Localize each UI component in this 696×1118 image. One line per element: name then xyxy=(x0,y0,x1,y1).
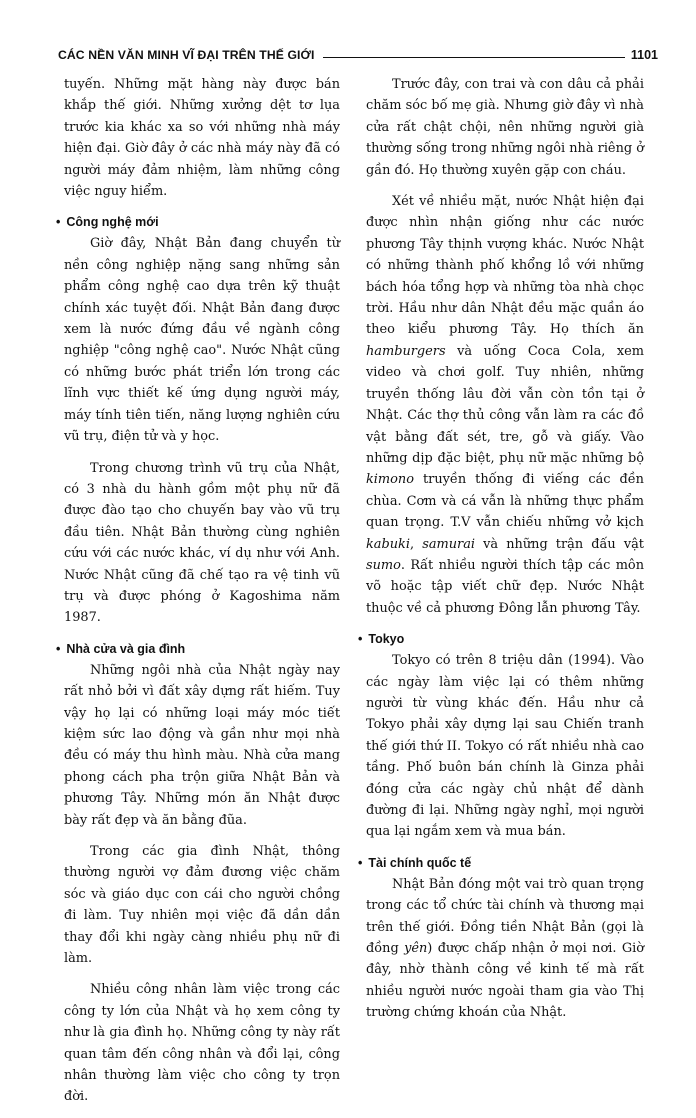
paragraph: Giờ đây, Nhật Bản đang chuyển từ nền công nghiệp nặng sang những sản phẩm công nghệ cao dựa trên kỹ thuật chính xác tuyệt đối. Nhật Bản đang được xem là nước đứng đầu về ngành công nghiệp "công nghệ cao". Nước Nhật cũng có những bước phát triển lớn trong các lĩnh vực thiết kế ứng dụng người máy, máy tính tiên tiến, năng lượng nghiên cứu vũ trụ, điện tử và y học. xyxy=(64,236,340,445)
text-run: Xét về nhiều mặt, nước Nhật hiện đại được nhìn nhận giống như các nước phương Tây thịnh vượng khác. Nước Nhật có những thành phố khổng lồ với những bách hóa tổng hợp và những tòa nhà chọc trời. Hầu như dân Nhật đều mặc quần áo theo kiểu phương Tây. Họ thích ăn xyxy=(366,194,644,338)
paragraph: Trước đây, con trai và con dâu cả phải chăm sóc bố mẹ già. Nhưng giờ đây vì nhà cửa rất chật chội, nên những người già thường sống trong những ngôi nhà riêng ở gần đó. Họ thường xuyên gặp con cháu. xyxy=(366,77,644,178)
text-run: , xyxy=(409,536,415,552)
text-run: . Rất nhiều người thích tập các môn võ hoặc tập viết chữ đẹp. Nước Nhật thuộc về cả phương Đông lẫn phương Tây. xyxy=(366,557,644,616)
paragraph-modern-japan xyxy=(366,191,644,619)
heading-text: Tài chính quốc tế xyxy=(368,855,472,870)
running-header xyxy=(58,40,658,62)
paragraph: Những ngôi nhà của Nhật ngày nay rất nhỏ bởi vì đất xây dựng rất hiếm. Tuy vậy họ lại có những loại máy móc tiết kiệm sức lao động và gần như mọi nhà đều có máy thu hình màu. Nhà cửa mang phong cách pha trộn giữa Nhật Bản và phương Tây. Những món ăn Nhật được bày rất đẹp và ăn bằng đũa. xyxy=(64,662,340,828)
text-run: và uống Coca Cola, xem video và chơi golf. Tuy nhiên, những truyền thống lâu đời vẫn còn tồn tại ở Nhật. Các thợ thủ công vẫn làm ra các đồ vật bằng đất sét, tre, gỗ và giấy. Vào những dịp đặc biệt, phụ nữ mặc những bộ xyxy=(366,343,645,466)
text-run: Nhật Bản đóng một vai trò quan trọng trong các tổ chức tài chính và thương mại trên thế giới. Đồng tiền Nhật Bản (gọi là đồng xyxy=(366,876,644,957)
text-run: ) được chấp nhận ở mọi nơi. Giờ đây, nhờ thành công về kinh tế mà rất nhiều người nước ngoài tham gia vào Thị trường chứng khoán của Nhật. xyxy=(366,941,644,1021)
header-rule xyxy=(323,57,625,58)
page-number: 1101 xyxy=(630,48,658,62)
italic-term: hamburgers xyxy=(366,343,446,359)
heading-tai-chinh-quoc-te xyxy=(358,853,644,873)
bullet-icon: • xyxy=(56,215,61,230)
italic-term: sumo xyxy=(366,557,401,573)
paragraph: Nhiều công nhân làm việc trong các công ty lớn của Nhật và họ xem công ty như là gia đình họ. Những công ty này rất quan tâm đến công nhân và đổi lại, công nhân thường làm việc cho công ty trọn đời. xyxy=(64,982,340,1105)
running-header-title: CÁC NỀN VĂN MINH VĨ ĐẠI TRÊN THẾ GIỚI xyxy=(58,48,315,62)
heading-text: Tokyo xyxy=(368,632,405,647)
italic-term: kabuki xyxy=(366,536,410,552)
bullet-icon: • xyxy=(358,632,363,647)
text-run: và những trận đấu vật xyxy=(483,536,644,552)
paragraph-intro: tuyến. Những mặt hàng này được bán khắp thế giới. Những xưởng dệt tơ lụa trước kia khác xa so với những nhà máy hiện đại. Giờ đây ở các nhà máy này đã có người máy đảm nhiệm, làm những công việc nguy hiểm. xyxy=(64,77,340,200)
heading-text: Nhà cửa và gia đình xyxy=(66,641,186,656)
bullet-icon: • xyxy=(56,641,61,656)
heading-text: Công nghệ mới xyxy=(66,215,159,230)
bullet-icon: • xyxy=(358,855,363,870)
paragraph: Trong chương trình vũ trụ của Nhật, có 3 nhà du hành gồm một phụ nữ đã được đào tạo cho chuyến bay vào vũ trụ đầu tiên. Nhật Bản thường cùng nghiên cứu với các nước khác, ví dụ như với Anh. Nước Nhật cũng đã chế tạo ra vệ tinh vũ trụ và được phóng ở Kagoshima năm 1987. xyxy=(64,460,340,626)
italic-term: kimono xyxy=(366,472,414,488)
heading-cong-nghe-moi xyxy=(56,212,340,232)
paragraph-finance xyxy=(366,874,644,1024)
text-run: truyền thống đi viếng các đền chùa. Cơm và cá vẫn là những thực phẩm quan trọng. T.V vẫn chiếu những vở kịch xyxy=(366,472,644,531)
italic-term: samurai xyxy=(422,536,476,552)
italic-term: yên xyxy=(404,941,428,957)
right-column xyxy=(358,74,645,1034)
heading-tokyo xyxy=(358,629,644,649)
paragraph: Trong các gia đình Nhật, thông thường người vợ đảm đương việc chăm sóc và giáo dục con cái cho người chồng đi làm. Tuy nhiên mọi việc đã dần dần thay đổi khi ngày càng nhiều phụ nữ đi làm. xyxy=(64,844,340,967)
heading-nha-cua-gia-dinh xyxy=(56,639,340,659)
paragraph: Tokyo có trên 8 triệu dân (1994). Vào các ngày làm việc lại có thêm những người từ vùng khác đến. Hầu như cả Tokyo phải xây dựng lại sau Chiến tranh thế giới thứ II. Tokyo có rất nhiều nhà cao tầng. Phố buôn bán chính là Ginza phải đóng cửa các ngày chủ nhật để dành đường đi lại. Những ngày nghỉ, mọi người qua lại ngắm xem và mua bán. xyxy=(366,653,644,840)
left-column xyxy=(56,74,340,1118)
